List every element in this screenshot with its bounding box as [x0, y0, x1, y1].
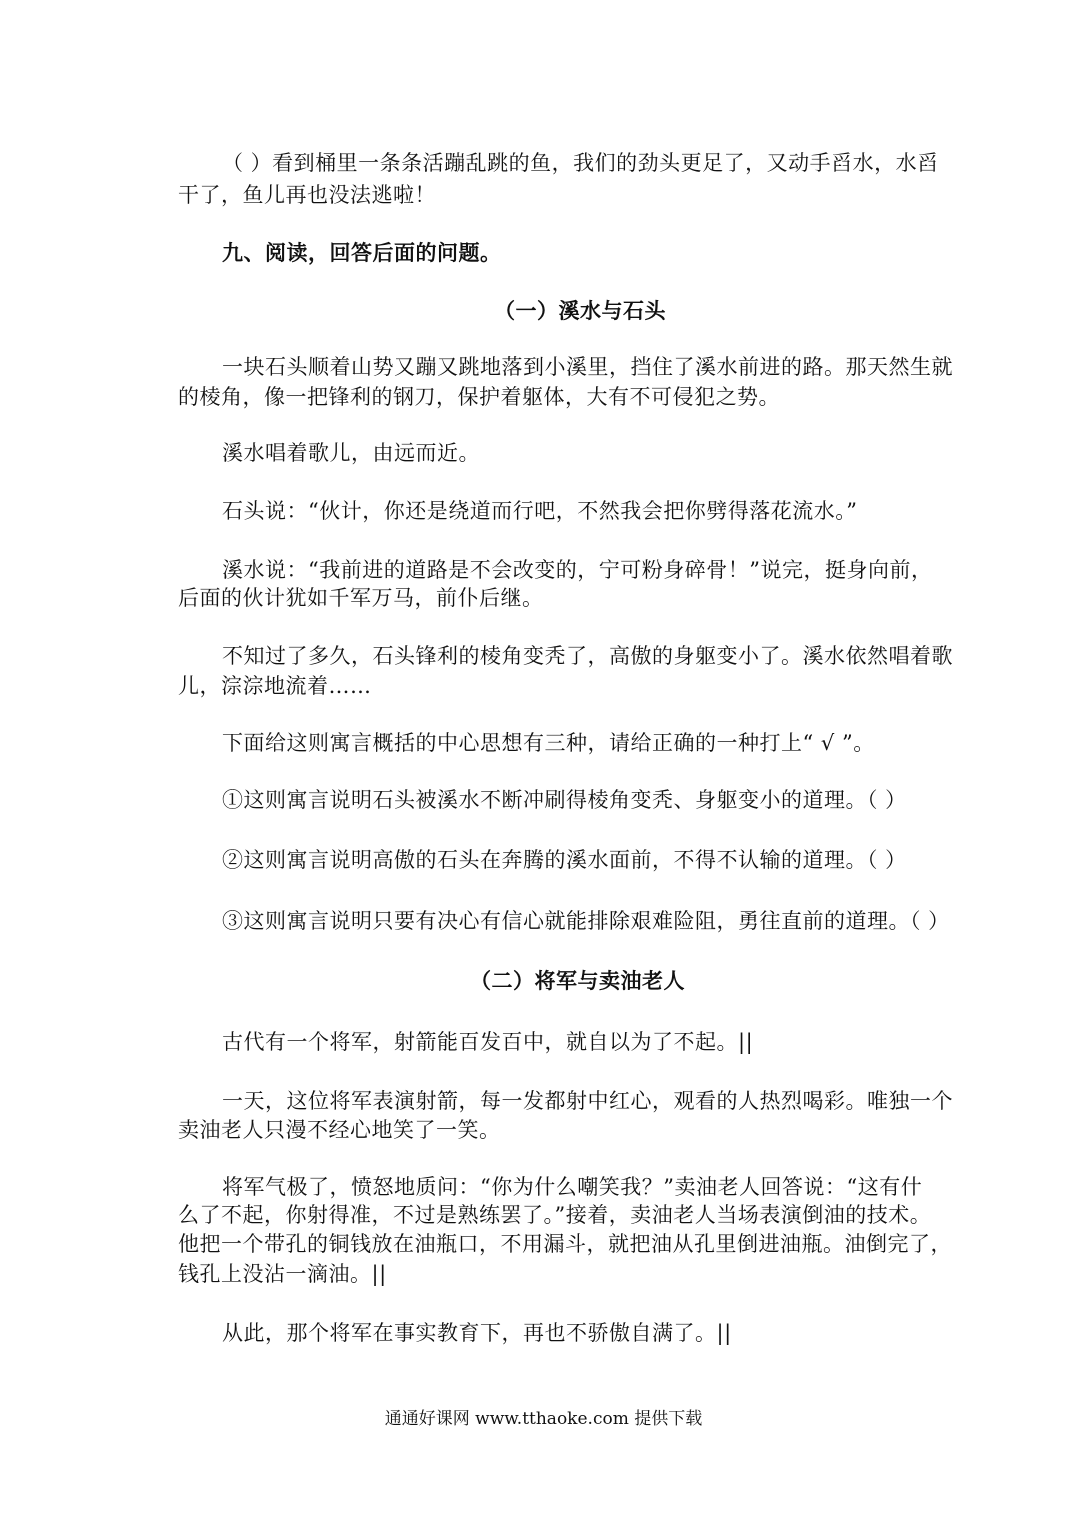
intro-line-1: （ ）看到桶里一条条活蹦乱跳的鱼，我们的劲头更足了，又动手舀水，水舀: [222, 151, 939, 175]
story1-paragraph-3: 石头说：“伙计，你还是绕道而行吧，不然我会把你劈得落花流水。”: [222, 499, 858, 523]
story1-option-1: ①这则寓言说明石头被溪水不断冲刷得棱角变秃、身躯变小的道理。（ ）: [222, 788, 907, 812]
story1-paragraph-5-line-1: 不知过了多久，石头锋利的棱角变秃了，高傲的身躯变小了。溪水依然唱着歌: [222, 644, 953, 668]
section-heading: 九、阅读，回答后面的问题。: [222, 240, 502, 265]
story1-title: （一）溪水与石头: [494, 298, 666, 323]
story1-paragraph-1-line-1: 一块石头顺着山势又蹦又跳地落到小溪里，挡住了溪水前进的路。那天然生就: [222, 355, 953, 379]
story2-paragraph-3-line-2: 么了不起，你射得准，不过是熟练罢了。”接着，卖油老人当场表演倒油的技术。: [178, 1203, 932, 1227]
story1-paragraph-2: 溪水唱着歌儿，由远而近。: [222, 441, 480, 465]
story2-paragraph-4: 从此，那个将军在事实教育下，再也不骄傲自满了。||: [222, 1321, 732, 1345]
story2-paragraph-3-line-4: 钱孔上没沾一滴油。||: [178, 1262, 387, 1286]
story2-paragraph-2-line-2: 卖油老人只漫不经心地笑了一笑。: [178, 1118, 501, 1142]
story1-paragraph-4-line-1: 溪水说：“我前进的道路是不会改变的，宁可粉身碎骨！”说完，挺身向前，: [222, 558, 933, 582]
story1-question: 下面给这则寓言概括的中心思想有三种，请给正确的一种打上“ √ ”。: [222, 731, 875, 755]
story1-option-2: ②这则寓言说明高傲的石头在奔腾的溪水面前，不得不认输的道理。（ ）: [222, 848, 907, 872]
story2-title: （二）将军与卖油老人: [470, 968, 685, 993]
story2-paragraph-1: 古代有一个将军，射箭能百发百中，就自以为了不起。||: [222, 1030, 754, 1054]
story1-paragraph-5-line-2: 儿，淙淙地流着……: [178, 674, 372, 698]
story1-option-3: ③这则寓言说明只要有决心有信心就能排除艰难险阻，勇往直前的道理。（ ）: [222, 909, 950, 933]
story2-paragraph-3-line-1: 将军气极了，愤怒地质问：“你为什么嘲笑我？”卖油老人回答说：“这有什: [222, 1175, 923, 1199]
story1-paragraph-4-line-2: 后面的伙计犹如千军万马，前仆后继。: [178, 586, 544, 610]
story2-paragraph-3-line-3: 他把一个带孔的铜钱放在油瓶口，不用漏斗，就把油从孔里倒进油瓶。油倒完了，: [178, 1232, 952, 1256]
story1-paragraph-1-line-2: 的棱角，像一把锋利的钢刀，保护着躯体，大有不可侵犯之势。: [178, 385, 780, 409]
page-footer: 通通好课网 www.tthaoke.com 提供下载: [384, 1409, 703, 1429]
story2-paragraph-2-line-1: 一天，这位将军表演射箭，每一发都射中红心，观看的人热烈喝彩。唯独一个: [222, 1089, 953, 1113]
intro-line-2: 干了，鱼儿再也没法逃啦！: [178, 183, 436, 207]
